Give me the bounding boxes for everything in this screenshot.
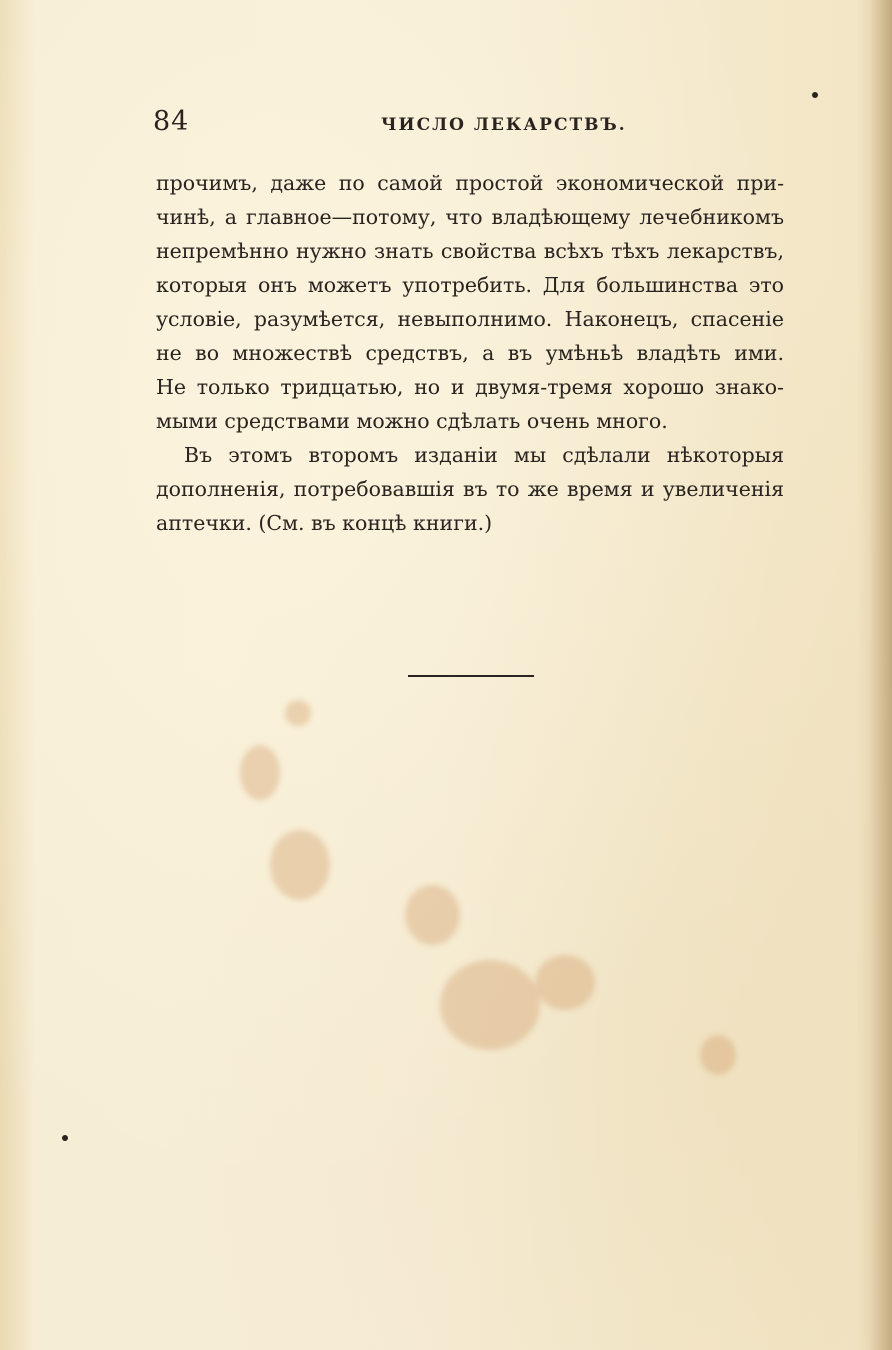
text-line: которыя онъ можетъ употребить. Для большинства это (156, 273, 784, 297)
section-divider (408, 675, 534, 677)
text-line: непремѣнно нужно знать свойства всѣхъ тѣхъ лекарствъ, (156, 239, 784, 263)
running-title: ЧИСЛО ЛЕКАРСТВЪ. (381, 115, 627, 135)
foxing-stain (240, 745, 280, 800)
text-line: не во множествѣ средствъ, а въ умѣньѣ владѣть ими. (156, 341, 784, 365)
foxing-stain (405, 885, 460, 945)
text-line: прочимъ, даже по самой простой экономической при- (156, 171, 784, 195)
text-line: условіе, разумѣется, невыполнимо. Наконецъ, спасеніе (156, 307, 784, 331)
foxing-stain (535, 955, 595, 1010)
text-line: Не только тридцатью, но и двумя-тремя хорошо знако- (156, 375, 784, 399)
text-line: чинѣ, а главное—потому, что владѣющему лечебникомъ (156, 205, 784, 229)
text-line: Въ этомъ второмъ изданіи мы сдѣлали нѣкоторыя (184, 443, 784, 467)
text-line: аптечки. (См. въ концѣ книги.) (156, 511, 493, 535)
body-text (156, 166, 784, 540)
ink-speck (812, 92, 818, 98)
foxing-stain (440, 960, 540, 1050)
foxing-stain (270, 830, 330, 900)
text-line: мыми средствами можно сдѣлать очень много. (156, 409, 668, 433)
foxing-stain (700, 1035, 736, 1075)
page-number: 84 (153, 106, 190, 137)
page-edge-shadow (870, 0, 892, 1350)
page-header (153, 106, 783, 146)
foxing-stain (285, 700, 311, 726)
ink-speck (62, 1135, 68, 1141)
text-line: дополненія, потребовавшія въ то же время и увеличенія (156, 477, 784, 501)
